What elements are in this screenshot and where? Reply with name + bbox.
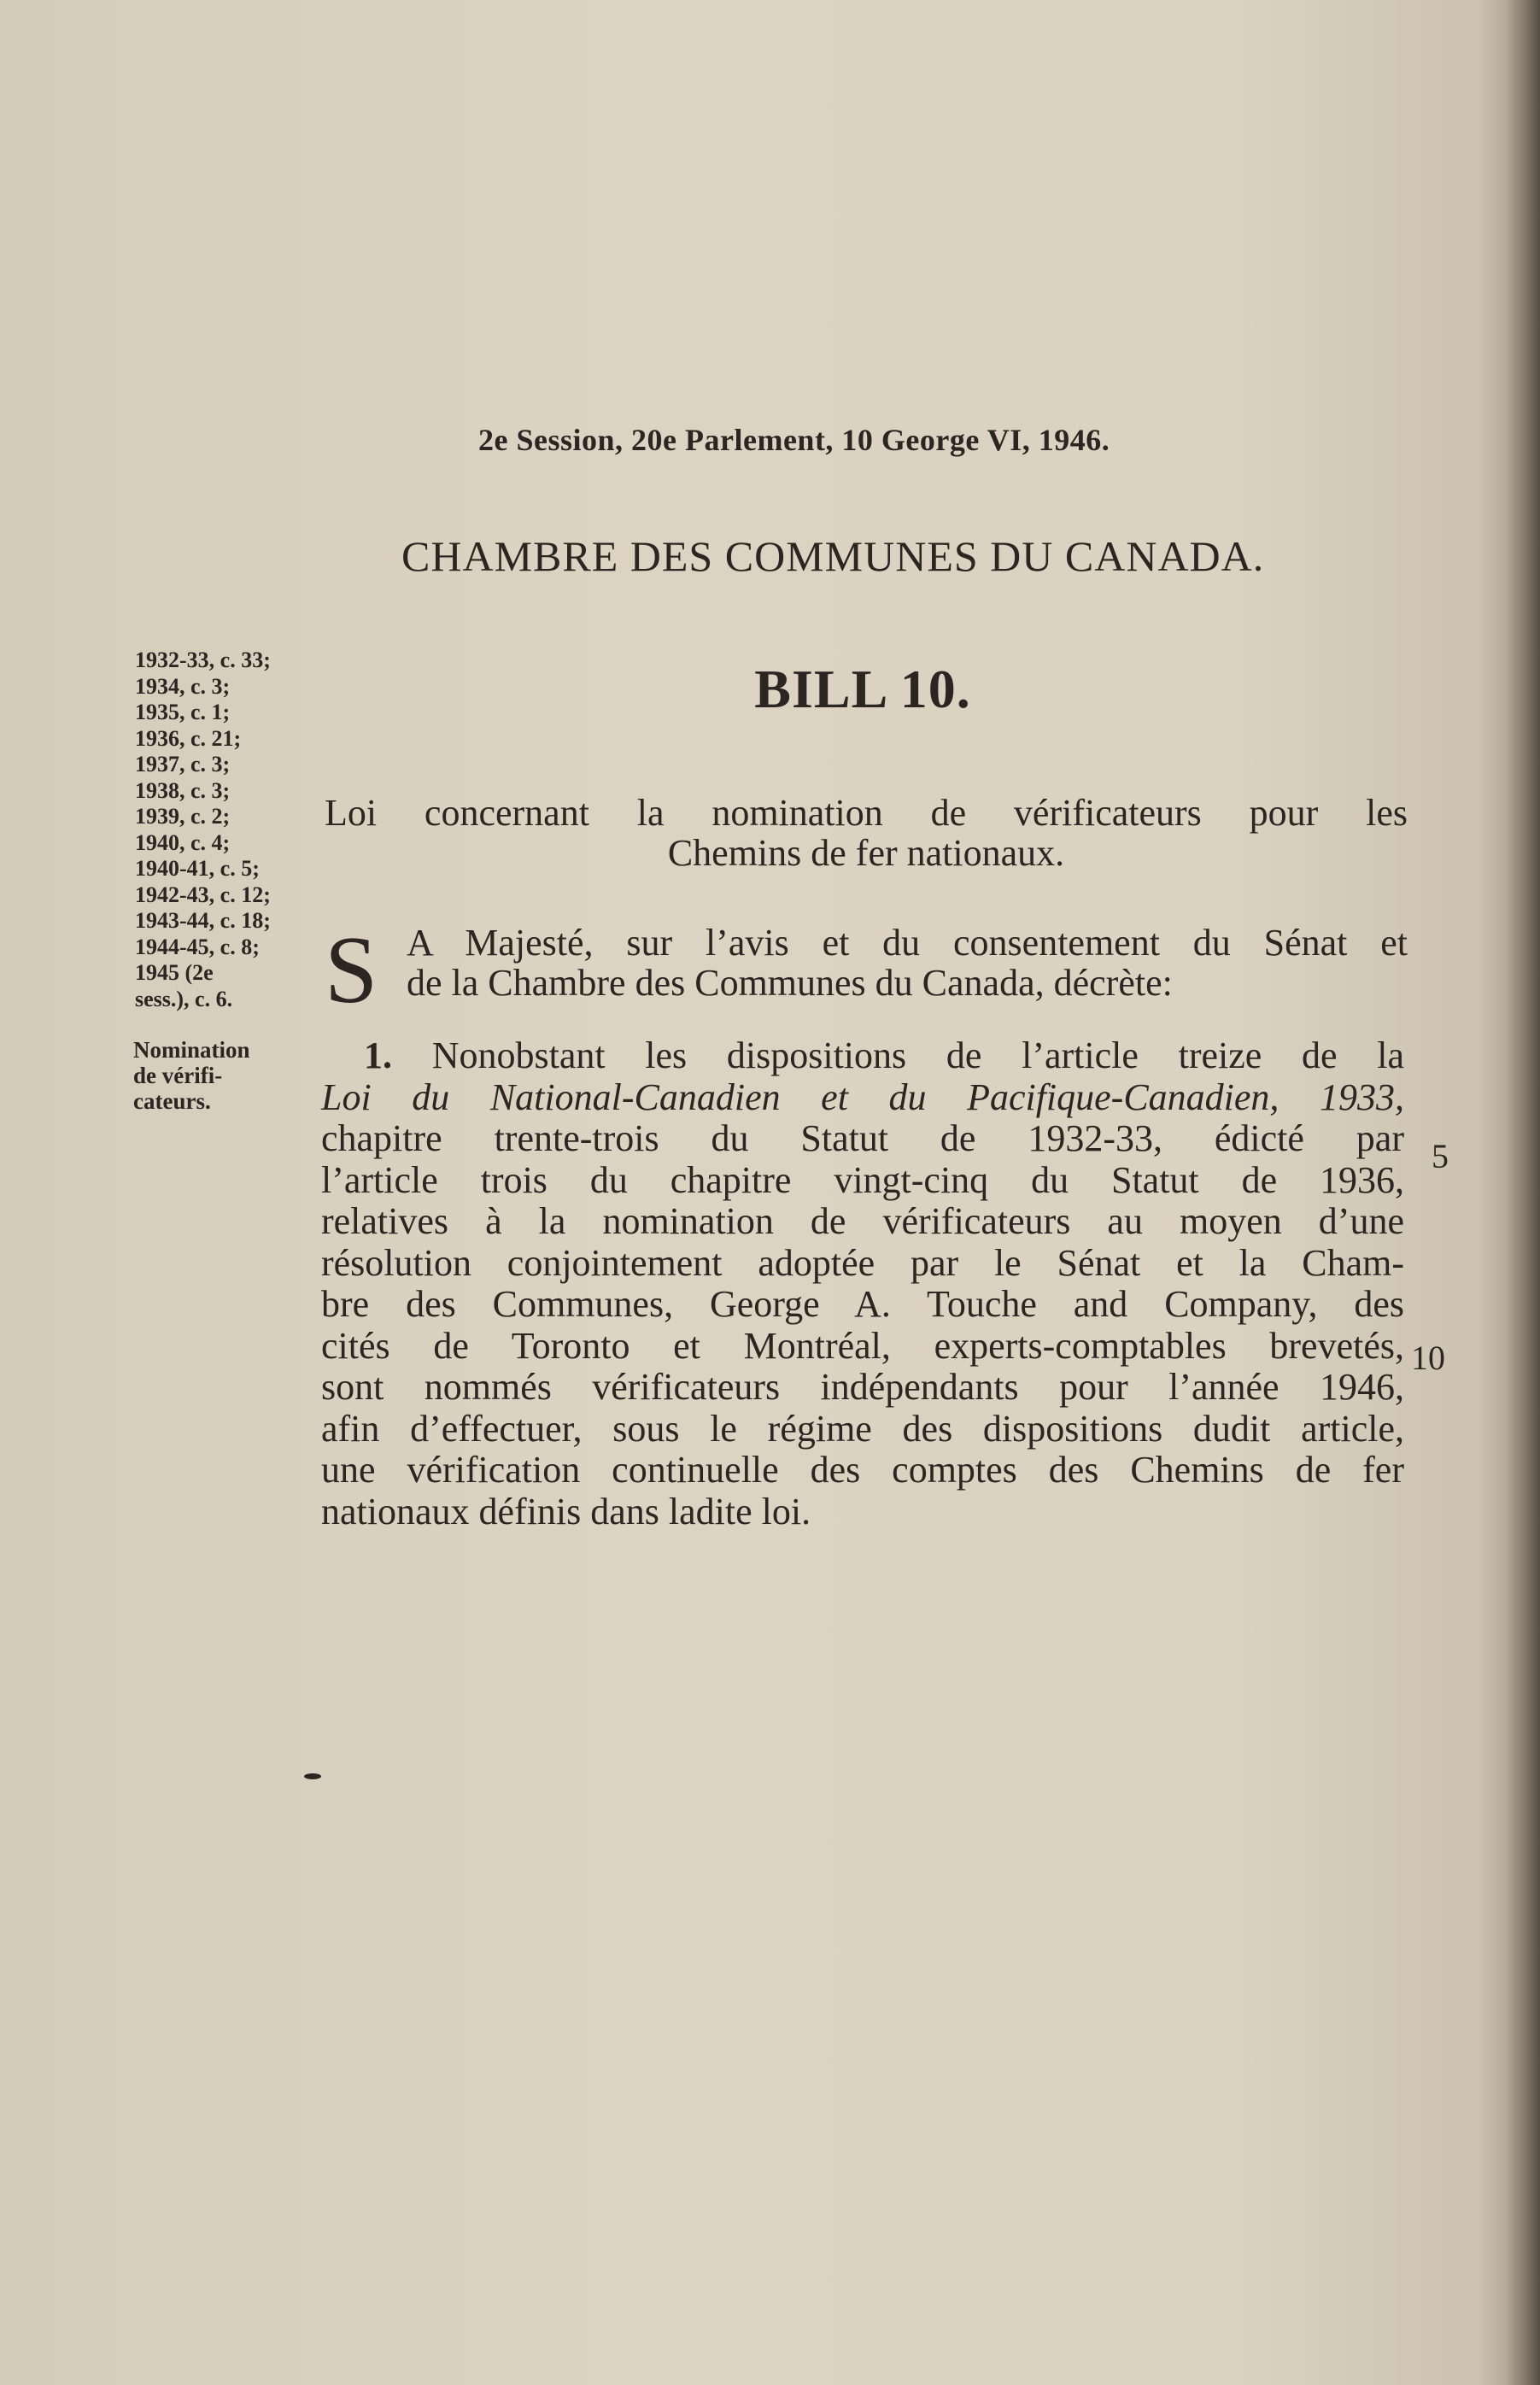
line-number-5: 5 (1432, 1137, 1449, 1175)
section-1 (321, 1035, 1404, 1532)
statute-reference: sess.), c. 6. (135, 986, 233, 1011)
section-line: nationaux définis dans ladite loi. (321, 1490, 811, 1532)
statute-reference: 1940-41, c. 5; (135, 856, 260, 881)
section-text: Nonobstant les dispositions de l’article treize de la (431, 1034, 1404, 1076)
statute-reference: 1940, c. 4; (135, 829, 231, 855)
long-title (325, 793, 1408, 873)
margin-note-nomination (133, 1037, 304, 1114)
section-line: bre des Communes, George A. Touche and Company, des (321, 1283, 1404, 1325)
margin-note-line: cateurs. (133, 1088, 211, 1114)
section-line: relatives à la nomination de vérificateurs au moyen d’une (321, 1200, 1404, 1242)
margin-statute-references (135, 648, 331, 1012)
statute-reference: 1943-44, c. 18; (135, 908, 271, 933)
statute-reference: 1944-45, c. 8; (135, 934, 260, 959)
margin-note-line: Nomination (133, 1037, 250, 1063)
long-title-line: Loi concernant la nomination de vérificateurs pour les (325, 792, 1408, 834)
drop-cap: S (325, 917, 378, 1023)
statute-reference: 1935, c. 1; (135, 700, 231, 724)
bill-number: BILL 10. (754, 659, 971, 719)
statute-reference: 1932-33, c. 33; (135, 648, 271, 672)
house-title: CHAMBRE DES COMMUNES DU CANADA. (401, 532, 1265, 580)
statute-reference: 1939, c. 2; (135, 804, 231, 829)
session-line: 2e Session, 20e Parlement, 10 George VI, 1946. (478, 423, 1110, 457)
section-line: cités de Toronto et Montréal, experts-comptables brevetés, (321, 1324, 1404, 1367)
enacting-line: A Majesté, sur l’avis et du consentement du Sénat et (407, 922, 1408, 964)
section-line (321, 1077, 1404, 1119)
section-line: une vérification continuelle des comptes des Chemins de fer (321, 1449, 1404, 1491)
section-line: résolution conjointement adoptée par le Sénat et la Cham- (321, 1241, 1404, 1284)
section-line: afin d’effectuer, sous le régime des dispositions dudit article, (321, 1407, 1404, 1450)
margin-note-line: de vérifi- (133, 1063, 223, 1088)
act-title: Loi du National-Canadien et du Pacifique-Canadien, 1933, (321, 1075, 1404, 1118)
section-line (321, 1035, 1404, 1077)
statute-reference: 1938, c. 3; (135, 777, 231, 803)
section-line: sont nommés vérificateurs indépendants pour l’année 1946, (321, 1366, 1404, 1408)
statute-reference: 1937, c. 3; (135, 752, 231, 776)
section-line: l’article trois du chapitre vingt-cinq du Statut de 1936, (321, 1158, 1404, 1201)
section-number: 1. (364, 1034, 392, 1076)
ink-speck (304, 1773, 321, 1779)
statute-reference: 1945 (2e (135, 960, 214, 985)
statute-reference: 1934, c. 3; (135, 673, 231, 699)
enacting-clause (325, 917, 1408, 1023)
long-title-line: Chemins de fer nationaux. (667, 832, 1065, 874)
statute-reference: 1942-43, c. 12; (135, 882, 271, 907)
section-line: chapitre trente-trois du Statut de 1932-33, édicté par (321, 1117, 1404, 1159)
line-number-10: 10 (1411, 1339, 1445, 1377)
enacting-line: de la Chambre des Communes du Canada, décrète: (407, 962, 1173, 1004)
statute-reference: 1936, c. 21; (135, 725, 242, 751)
page-edge-shadow (1506, 0, 1540, 2385)
